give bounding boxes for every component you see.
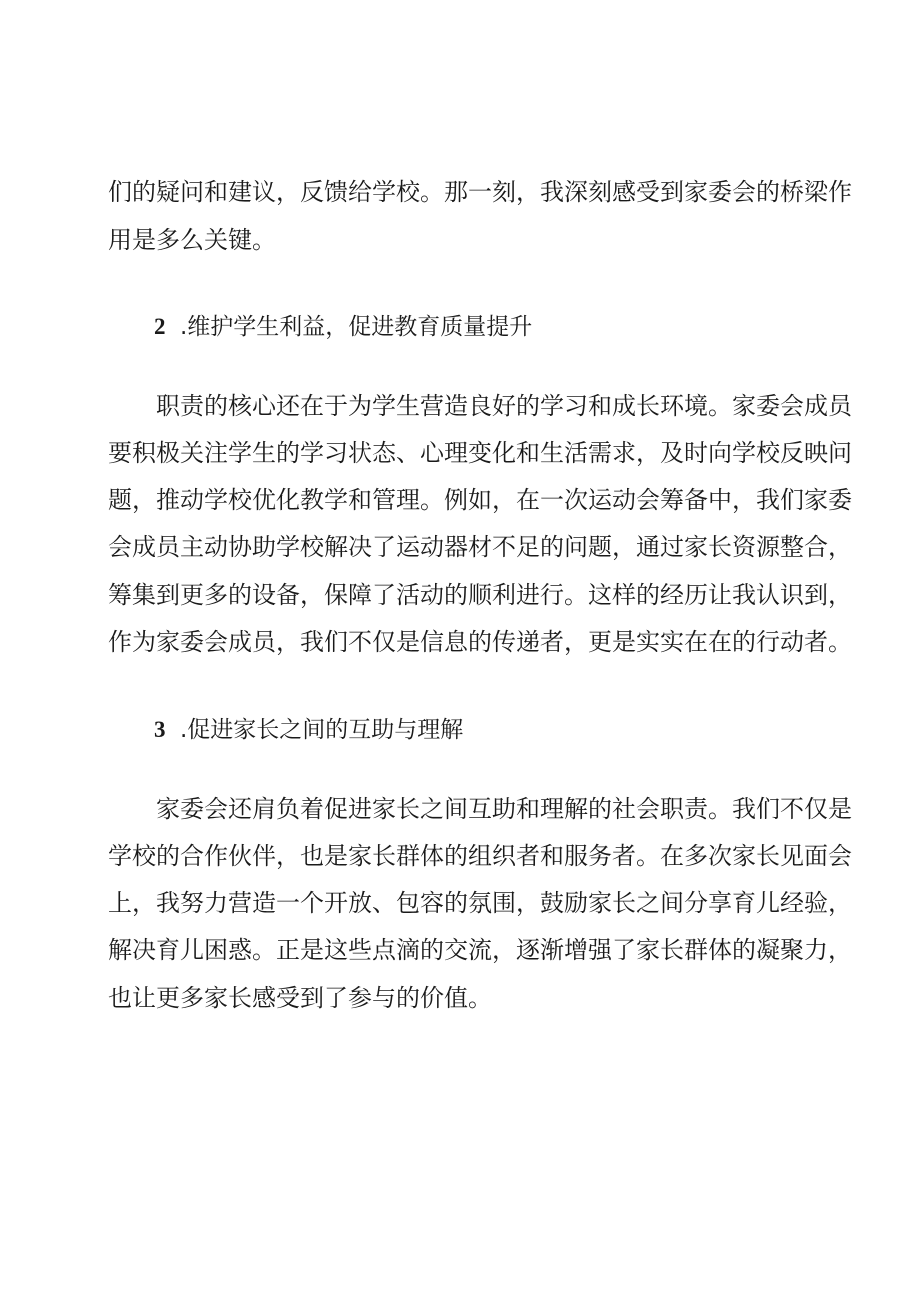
paragraph-line: 上，我努力营造一个开放、包容的氛围，鼓励家长之间分享育儿经验， bbox=[108, 889, 852, 917]
paragraph-line: 们的疑问和建议，反馈给学校。那一刻，我深刻感受到家委会的桥梁作 bbox=[108, 178, 852, 206]
paragraph-line: 筹集到更多的设备，保障了活动的顺利进行。这样的经历让我认识到， bbox=[108, 581, 852, 609]
paragraph-line: 解决育儿困惑。正是这些点滴的交流，逐渐增强了家长群体的凝聚力， bbox=[108, 936, 852, 964]
paragraph-line: 要积极关注学生的学习状态、心理变化和生活需求，及时向学校反映问 bbox=[108, 439, 852, 467]
paragraph-line: 题，推动学校优化教学和管理。例如，在一次运动会筹备中，我们家委 bbox=[108, 486, 852, 514]
section-title: .促进家长之间的互助与理解 bbox=[180, 717, 464, 743]
paragraph-line: 家委会还肩负着促进家长之间互助和理解的社会职责。我们不仅是 bbox=[156, 795, 852, 823]
section-heading-2 bbox=[154, 310, 532, 344]
paragraph-line: 也让更多家长感受到了参与的价值。 bbox=[108, 984, 492, 1012]
section-title: .维护学生利益，促进教育质量提升 bbox=[180, 314, 533, 340]
paragraph-line: 职责的核心还在于为学生营造良好的学习和成长环境。家委会成员 bbox=[156, 392, 852, 420]
paragraph-line: 会成员主动协助学校解决了运动器材不足的问题，通过家长资源整合， bbox=[108, 533, 852, 561]
section-heading-3 bbox=[154, 713, 463, 747]
paragraph-line: 用是多么关键。 bbox=[108, 226, 276, 254]
paragraph-line: 学校的合作伙伴，也是家长群体的组织者和服务者。在多次家长见面会 bbox=[108, 842, 852, 870]
section-number: 3 bbox=[154, 717, 166, 742]
section-number: 2 bbox=[154, 314, 166, 339]
paragraph-line: 作为家委会成员，我们不仅是信息的传递者，更是实实在在的行动者。 bbox=[108, 628, 852, 656]
